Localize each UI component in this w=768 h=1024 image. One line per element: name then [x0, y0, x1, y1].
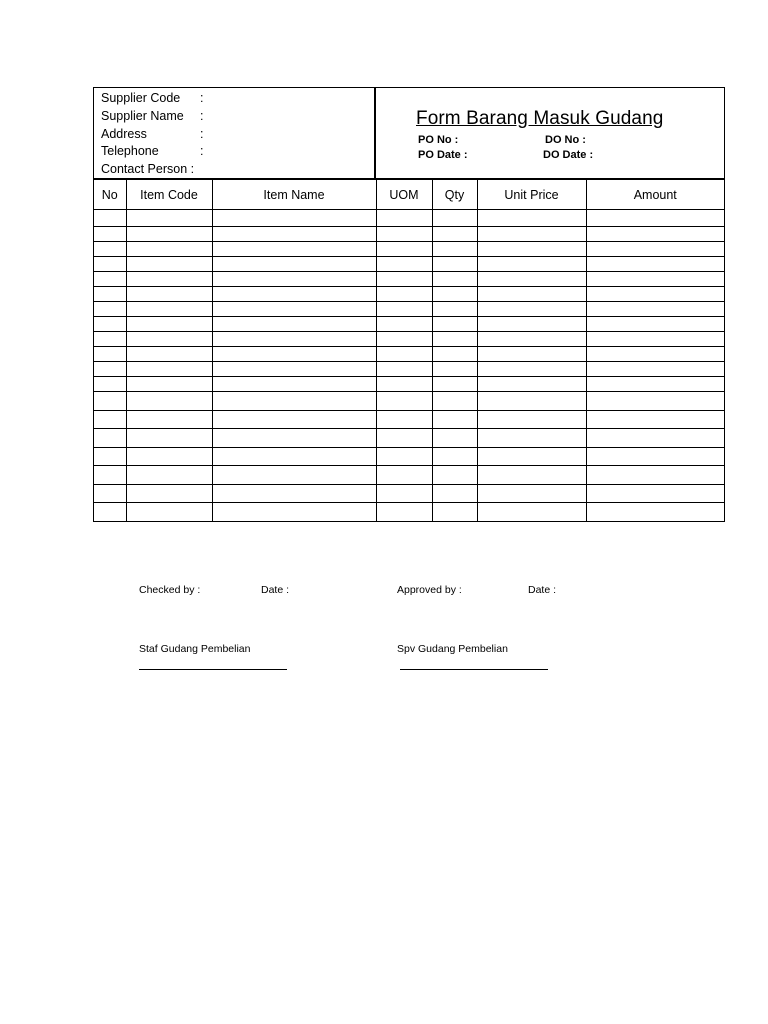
- cell-item-name[interactable]: [212, 503, 376, 521]
- cell-amount[interactable]: [586, 242, 724, 257]
- table-row: [94, 257, 724, 272]
- cell-item-name[interactable]: [212, 447, 376, 466]
- cell-qty[interactable]: [432, 362, 477, 377]
- cell-item-code[interactable]: [126, 466, 212, 485]
- cell-unit-price[interactable]: [477, 332, 586, 347]
- goods-receipt-form: [93, 87, 725, 522]
- cell-item-name[interactable]: [212, 429, 376, 448]
- supplier-code-label: Supplier Code: [101, 91, 181, 105]
- cell-qty[interactable]: [432, 317, 477, 332]
- cell-qty[interactable]: [432, 466, 477, 485]
- column-header-item-code: Item Code: [126, 180, 212, 210]
- table-row: [94, 347, 724, 362]
- cell-amount[interactable]: [586, 392, 724, 411]
- cell-no[interactable]: [94, 362, 126, 377]
- cell-item-name[interactable]: [212, 377, 376, 392]
- cell-unit-price[interactable]: [477, 317, 586, 332]
- contact-person-label: Contact Person: [101, 162, 188, 177]
- cell-item-code[interactable]: [126, 302, 212, 317]
- cell-no[interactable]: [94, 447, 126, 466]
- cell-no[interactable]: [94, 242, 126, 257]
- cell-qty[interactable]: [432, 347, 477, 362]
- cell-qty[interactable]: [432, 302, 477, 317]
- cell-unit-price[interactable]: [477, 410, 586, 429]
- cell-amount[interactable]: [586, 287, 724, 302]
- cell-uom[interactable]: [376, 210, 432, 227]
- address-label: Address: [101, 126, 147, 141]
- cell-amount[interactable]: [586, 466, 724, 485]
- cell-qty[interactable]: [432, 242, 477, 257]
- telephone-label: Telephone: [101, 144, 159, 159]
- spv-gudang-label: Spv Gudang Pembelian: [397, 643, 508, 655]
- staf-signature-line: [139, 669, 287, 670]
- address-row: [101, 126, 374, 144]
- cell-item-name[interactable]: [212, 302, 376, 317]
- cell-unit-price[interactable]: [477, 392, 586, 411]
- cell-item-name[interactable]: [212, 272, 376, 287]
- cell-uom[interactable]: [376, 377, 432, 392]
- cell-qty[interactable]: [432, 272, 477, 287]
- spv-signature-line: [400, 669, 548, 670]
- cell-uom[interactable]: [376, 447, 432, 466]
- cell-amount[interactable]: [586, 484, 724, 503]
- cell-item-name[interactable]: [212, 210, 376, 227]
- cell-uom[interactable]: [376, 332, 432, 347]
- supplier-name-colon: :: [200, 108, 204, 123]
- cell-unit-price[interactable]: [477, 362, 586, 377]
- cell-amount[interactable]: [586, 210, 724, 227]
- table-row: [94, 227, 724, 242]
- supplier-code-row: [101, 90, 374, 108]
- column-header-item-name: Item Name: [212, 180, 376, 210]
- table-row: [94, 447, 724, 466]
- table-row: [94, 362, 724, 377]
- table-row: [94, 242, 724, 257]
- cell-no[interactable]: [94, 317, 126, 332]
- cell-uom[interactable]: [376, 272, 432, 287]
- cell-no[interactable]: [94, 410, 126, 429]
- cell-item-code[interactable]: [126, 392, 212, 411]
- cell-uom[interactable]: [376, 287, 432, 302]
- cell-unit-price[interactable]: [477, 272, 586, 287]
- table-row: [94, 332, 724, 347]
- cell-no[interactable]: [94, 347, 126, 362]
- cell-unit-price[interactable]: [477, 429, 586, 448]
- cell-no[interactable]: [94, 332, 126, 347]
- cell-item-name[interactable]: [212, 362, 376, 377]
- cell-amount[interactable]: [586, 503, 724, 521]
- table-row: [94, 272, 724, 287]
- cell-no[interactable]: [94, 503, 126, 521]
- address-colon: :: [200, 126, 204, 141]
- cell-uom[interactable]: [376, 410, 432, 429]
- cell-uom[interactable]: [376, 257, 432, 272]
- cell-qty[interactable]: [432, 227, 477, 242]
- cell-qty[interactable]: [432, 257, 477, 272]
- table-row: [94, 302, 724, 317]
- cell-item-name[interactable]: [212, 410, 376, 429]
- form-title: Form Barang Masuk Gudang: [416, 108, 664, 129]
- cell-unit-price[interactable]: [477, 210, 586, 227]
- cell-qty[interactable]: [432, 377, 477, 392]
- po-date-label: PO Date :: [418, 149, 468, 161]
- table-row: [94, 317, 724, 332]
- cell-no[interactable]: [94, 302, 126, 317]
- cell-item-code[interactable]: [126, 272, 212, 287]
- cell-qty[interactable]: [432, 332, 477, 347]
- cell-qty[interactable]: [432, 447, 477, 466]
- cell-qty[interactable]: [432, 392, 477, 411]
- cell-uom[interactable]: [376, 347, 432, 362]
- cell-item-code[interactable]: [126, 242, 212, 257]
- column-header-qty: Qty: [432, 180, 477, 210]
- cell-uom[interactable]: [376, 227, 432, 242]
- po-number-label: PO No :: [418, 134, 459, 146]
- telephone-colon: :: [200, 144, 204, 159]
- cell-item-code[interactable]: [126, 257, 212, 272]
- column-header-no: No: [94, 180, 126, 210]
- table-row: [94, 287, 724, 302]
- table-body: [94, 210, 724, 521]
- cell-amount[interactable]: [586, 227, 724, 242]
- cell-uom[interactable]: [376, 429, 432, 448]
- cell-item-code[interactable]: [126, 210, 212, 227]
- cell-uom[interactable]: [376, 317, 432, 332]
- contact-person-colon: :: [190, 162, 195, 177]
- cell-item-code[interactable]: [126, 429, 212, 448]
- cell-no[interactable]: [94, 392, 126, 411]
- supplier-code-colon: :: [200, 91, 204, 105]
- cell-uom[interactable]: [376, 302, 432, 317]
- cell-item-code[interactable]: [126, 227, 212, 242]
- contact-person-row: [101, 161, 374, 179]
- telephone-row: [101, 143, 374, 161]
- table-header-row: [94, 180, 724, 210]
- table-row: [94, 377, 724, 392]
- cell-amount[interactable]: [586, 429, 724, 448]
- cell-item-code[interactable]: [126, 347, 212, 362]
- cell-uom[interactable]: [376, 484, 432, 503]
- table-row: [94, 392, 724, 411]
- checked-by-label: Checked by :: [139, 584, 201, 596]
- cell-amount[interactable]: [586, 347, 724, 362]
- cell-no[interactable]: [94, 227, 126, 242]
- items-table: [94, 180, 724, 521]
- cell-no[interactable]: [94, 257, 126, 272]
- cell-item-name[interactable]: [212, 242, 376, 257]
- cell-item-code[interactable]: [126, 317, 212, 332]
- cell-unit-price[interactable]: [477, 484, 586, 503]
- cell-qty[interactable]: [432, 210, 477, 227]
- checked-date-label: Date :: [261, 584, 290, 596]
- cell-item-name[interactable]: [212, 332, 376, 347]
- cell-no[interactable]: [94, 210, 126, 227]
- cell-item-code[interactable]: [126, 362, 212, 377]
- cell-item-name[interactable]: [212, 257, 376, 272]
- column-header-unit-price: Unit Price: [477, 180, 586, 210]
- table-row: [94, 410, 724, 429]
- cell-qty[interactable]: [432, 484, 477, 503]
- cell-no[interactable]: [94, 377, 126, 392]
- cell-unit-price[interactable]: [477, 227, 586, 242]
- cell-amount[interactable]: [586, 447, 724, 466]
- cell-unit-price[interactable]: [477, 287, 586, 302]
- cell-amount[interactable]: [586, 362, 724, 377]
- cell-item-name[interactable]: [212, 466, 376, 485]
- cell-item-code[interactable]: [126, 484, 212, 503]
- cell-item-code[interactable]: [126, 332, 212, 347]
- cell-uom[interactable]: [376, 362, 432, 377]
- cell-unit-price[interactable]: [477, 242, 586, 257]
- cell-unit-price[interactable]: [477, 503, 586, 521]
- cell-amount[interactable]: [586, 302, 724, 317]
- cell-unit-price[interactable]: [477, 302, 586, 317]
- cell-uom[interactable]: [376, 503, 432, 521]
- cell-qty[interactable]: [432, 410, 477, 429]
- cell-unit-price[interactable]: [477, 257, 586, 272]
- cell-no[interactable]: [94, 484, 126, 503]
- cell-item-name[interactable]: [212, 392, 376, 411]
- table-row: [94, 429, 724, 448]
- table-row: [94, 210, 724, 227]
- table-row: [94, 484, 724, 503]
- column-header-amount: Amount: [586, 180, 724, 210]
- form-title-block: [376, 88, 724, 178]
- cell-amount[interactable]: [586, 377, 724, 392]
- cell-no[interactable]: [94, 429, 126, 448]
- cell-unit-price[interactable]: [477, 466, 586, 485]
- cell-qty[interactable]: [432, 429, 477, 448]
- cell-no[interactable]: [94, 466, 126, 485]
- cell-unit-price[interactable]: [477, 347, 586, 362]
- supplier-name-label: Supplier Name: [101, 108, 184, 123]
- table-row: [94, 503, 724, 521]
- column-header-uom: UOM: [376, 180, 432, 210]
- cell-unit-price[interactable]: [477, 447, 586, 466]
- supplier-name-row: [101, 108, 374, 126]
- cell-item-name[interactable]: [212, 287, 376, 302]
- cell-item-code[interactable]: [126, 410, 212, 429]
- cell-item-code[interactable]: [126, 503, 212, 521]
- cell-item-name[interactable]: [212, 484, 376, 503]
- cell-unit-price[interactable]: [477, 377, 586, 392]
- cell-qty[interactable]: [432, 287, 477, 302]
- staf-gudang-label: Staf Gudang Pembelian: [139, 643, 251, 655]
- cell-item-code[interactable]: [126, 447, 212, 466]
- do-number-label: DO No :: [545, 134, 586, 146]
- cell-item-name[interactable]: [212, 317, 376, 332]
- supplier-info-block: [94, 88, 376, 178]
- table-row: [94, 466, 724, 485]
- cell-uom[interactable]: [376, 242, 432, 257]
- do-date-label: DO Date :: [543, 149, 594, 161]
- cell-amount[interactable]: [586, 410, 724, 429]
- cell-item-code[interactable]: [126, 287, 212, 302]
- cell-no[interactable]: [94, 272, 126, 287]
- cell-item-name[interactable]: [212, 347, 376, 362]
- form-header: [94, 88, 724, 180]
- cell-no[interactable]: [94, 287, 126, 302]
- cell-qty[interactable]: [432, 503, 477, 521]
- approved-date-label: Date :: [528, 584, 557, 596]
- cell-uom[interactable]: [376, 466, 432, 485]
- cell-uom[interactable]: [376, 392, 432, 411]
- cell-amount[interactable]: [586, 272, 724, 287]
- cell-amount[interactable]: [586, 257, 724, 272]
- approved-by-label: Approved by :: [397, 584, 462, 596]
- cell-amount[interactable]: [586, 317, 724, 332]
- cell-amount[interactable]: [586, 332, 724, 347]
- cell-item-code[interactable]: [126, 377, 212, 392]
- cell-item-name[interactable]: [212, 227, 376, 242]
